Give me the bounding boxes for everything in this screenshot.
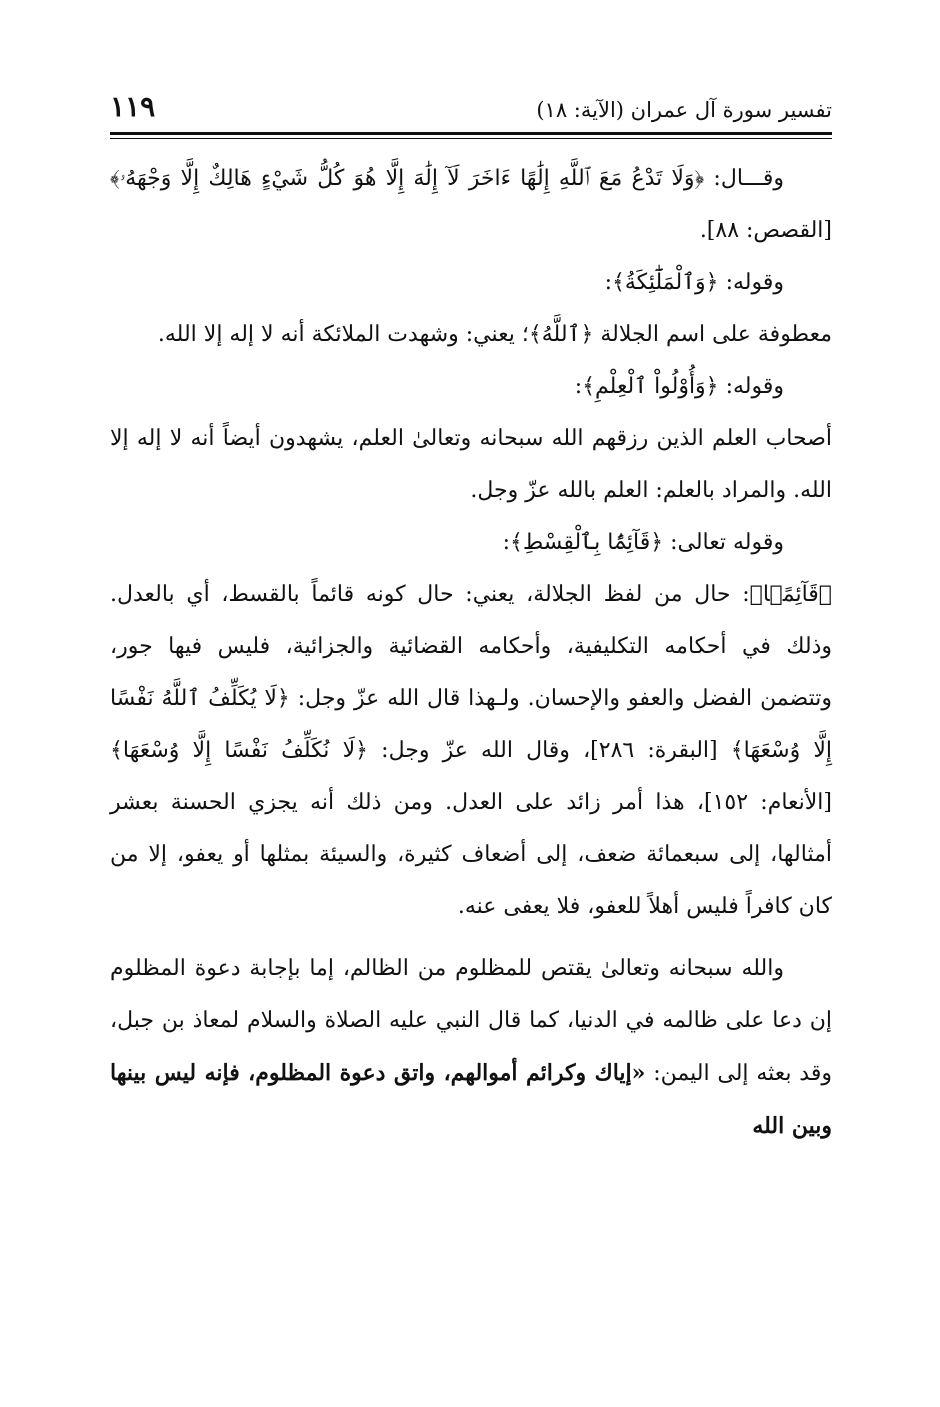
text-segment: [البقرة: ٢٨٦]، وقال الله عزّ وجل: xyxy=(368,738,731,763)
text-segment: [الأنعام: ١٥٢]، هذا أمر زائد على العدل. ومن ذلك أنه يجزي الحسنة بعشر أمثالها، إلى سبعمائة ضعف، إلى أضعاف كثيرة، والسيئة بمثلها أو يعفو، إلا من كان كافراً فليس أهلاً للعفو، فلا يعفى عنه. xyxy=(110,790,833,919)
quran-verse: ﴿وَٱلْمَلَٰٓئِكَةُ﴾ xyxy=(611,270,719,295)
quran-verse: ﴿لَا نُكَلِّفُ نَفْسًا إِلَّا وُسْعَهَا﴾ xyxy=(110,738,369,763)
text-segment: وقوله: xyxy=(718,374,784,399)
text-segment: : xyxy=(574,374,583,399)
quran-verse: ﴿وَأُوْلُواْ ٱلْعِلْمِ﴾ xyxy=(582,374,719,399)
text-segment: أصحاب العلم الذين رزقهم الله سبحانه وتعالىٰ العلم، يشهدون أيضاً أنه لا إله إلا الله. والمراد بالعلم: العلم بالله عزّ وجل. xyxy=(110,426,832,503)
quran-verse: ﴿قَآئِمًۢا﴾ xyxy=(749,582,832,607)
paragraph-p3 xyxy=(110,309,832,361)
text-segment: وقـــال: xyxy=(704,166,784,191)
text-segment: معطوفة على اسم الجلالة xyxy=(593,322,832,347)
text-segment: وقوله: xyxy=(718,270,784,295)
body-text xyxy=(110,153,832,1153)
paragraph-p5 xyxy=(110,413,832,517)
quran-verse: ﴿وَلَا تَدْعُ مَعَ ٱللَّهِ إِلَٰهًا ءَاخَرَ لَآ إِلَٰهَ إِلَّا هُوَ كُلُّ شَيْءٍ هَالِكٌ إِلَّا وَجْهَهُۥ﴾ xyxy=(110,166,705,191)
paragraph-p6 xyxy=(110,517,832,569)
text-segment: وقوله تعالى: xyxy=(663,530,784,555)
text-segment: : حال من لفظ الجلالة، يعني: حال كونه قائماً بالقسط، أي بالعدل. وذلك في أحكامه التكليفية، وأحكامه القضائية والجزائية، فليس فيها جور، وتتضمن الفضل والعفو والإحسان. ولـهذا قال الله عزّ وجل: xyxy=(110,582,832,711)
running-title: تفسير سورة آل عمران (الآية: ١٨) xyxy=(536,98,832,122)
text-segment: : xyxy=(604,270,612,295)
paragraph-p4 xyxy=(110,361,832,413)
paragraph-p1 xyxy=(110,153,832,257)
paragraph-p2 xyxy=(110,257,832,309)
page-number: ١١٩ xyxy=(110,90,156,123)
text-segment: : xyxy=(502,530,511,555)
hadith-text: «إياك وكرائم أموالهم، واتق دعوة المظلوم، فإنه ليس بينها وبين الله xyxy=(110,1060,832,1139)
text-segment: ؛ يعني: وشهدت الملائكة أنه لا إله إلا الله. xyxy=(157,322,529,347)
header-rule-thick xyxy=(110,132,832,135)
header-rule-thin xyxy=(110,138,832,139)
text-segment: [القصص: ٨٨]. xyxy=(699,218,832,243)
text-segment: والله سبحانه وتعالىٰ يقتص للمظلوم من الظالم، إما بإجابة دعوة المظلوم إن دعا على ظالمه في الدنيا، كما قال النبي عليه الصلاة والسلام لمعاذ بن جبل، وقد بعثه إلى اليمن: xyxy=(110,956,832,1086)
page-header xyxy=(110,90,832,130)
quran-verse: ﴿قَآئِمًۢا بِٱلْقِسْطِ﴾ xyxy=(510,530,664,555)
quran-verse: ﴿ٱللَّهُ﴾ xyxy=(528,322,594,347)
paragraph-p7 xyxy=(110,569,832,933)
paragraph-p8 xyxy=(110,943,832,1153)
book-page xyxy=(110,90,832,1153)
quran-verse: ﴿لَا يُكَلِّفُ ٱللَّهُ نَفْسًا إِلَّا وُسْعَهَا﴾ xyxy=(110,686,832,763)
